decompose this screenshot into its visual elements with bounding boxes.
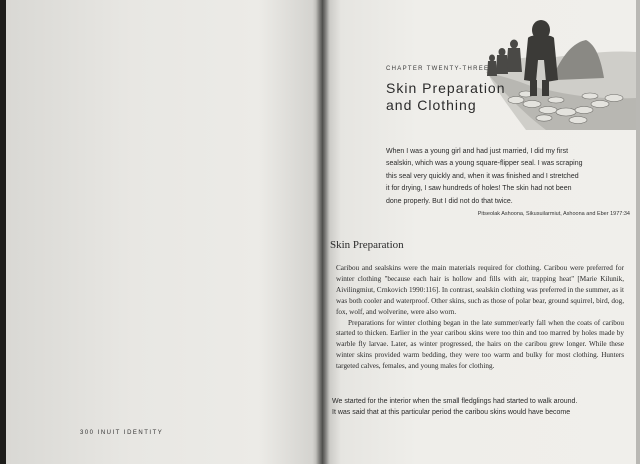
block-quote: [332, 397, 632, 419]
chapter-title: Skin Preparation and Clothing: [386, 80, 506, 113]
epigraph-line: it for drying, I saw hundreds of holes! The skin had not been: [386, 185, 572, 193]
quote-line: It was said that at this particular period the caribou skins would have become: [332, 408, 571, 416]
chapter-photo: [486, 0, 636, 130]
left-page: [6, 0, 322, 464]
gutter-shadow: [316, 0, 330, 464]
section-heading: Skin Preparation: [330, 239, 404, 251]
epigraph: [386, 146, 630, 217]
epigraph-line: this seal very quickly and, when it was finished and I stretched: [386, 172, 579, 180]
epigraph-citation: Pitseolak Ashoona, Sikusuilarmiut, Ashoona and Eber 1977:34: [477, 211, 630, 217]
body-paragraph: Preparations for winter clothing began in the late summer/early fall when the coats of caribou started to thicken. Earlier in the year caribou skins were too thin and too marred by holes made by warble fly larvae. Later, as winter progressed, the hairs on the caribou grew longer. While these winter skins provided warm bedding, they were too warm and bulky for most clothing. Hunters targeted calves, females, and young males for clothing.: [336, 318, 624, 371]
body-paragraph: Caribou and sealskins were the main materials required for clothing. Caribou were preferred for winter clothing "because each hair is hollow and fills with air, trapping heat" [Marie Kilunik, Aivilingmiut, Crnkovich 1990:116]. In contrast, sealskin clothing was preferred in the summer, as it was both cooler and waterproof. Other skins, such as those of polar bear, ground squirrel, bird, dog, fox, wolf, and wolverine, were also worn.: [336, 264, 624, 316]
epigraph-line: sealskin, which was a young square-flipper seal. I was scraping: [386, 160, 583, 168]
body-text: [332, 263, 624, 416]
chapter-label: CHAPTER TWENTY-THREE: [386, 66, 490, 72]
page-footer: 300 INUIT IDENTITY: [80, 430, 164, 436]
epigraph-line: done properly. But I did not do that twice.: [386, 197, 513, 205]
epigraph-line: When I was a young girl and had just married, I did my first: [386, 148, 569, 155]
quote-line: We started for the interior when the small fledglings had started to walk around.: [332, 398, 578, 405]
page-edge: [636, 0, 640, 464]
